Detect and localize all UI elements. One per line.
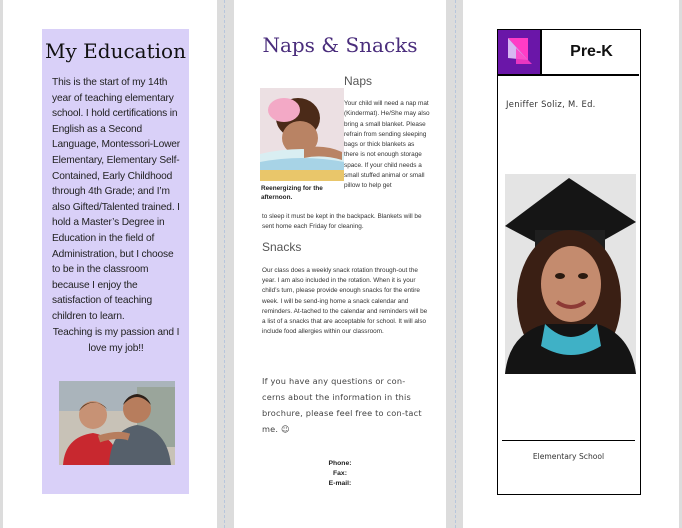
contact-info — [234, 459, 446, 489]
photo-caption: Reenergizing for the afternoon. — [261, 185, 323, 201]
snacks-heading: Snacks — [262, 240, 302, 254]
naps-text: Your child will need a nap mat (Kindermat). He/She may also bring a small blanket. Please refrain from sending sleeping bags or thick blankets as there is not enough storage space. If your child needs a small stuffed animal or small pillow to help get — [344, 100, 430, 190]
left-panel — [3, 0, 217, 528]
naps-snacks-title: Naps & Snacks — [262, 33, 418, 57]
naps-heading: Naps — [344, 74, 373, 88]
guide-line — [224, 0, 225, 528]
kids-photo — [59, 381, 175, 465]
passion-statement: Teaching is my passion and I love my job!! — [52, 327, 180, 354]
teacher-graduation-photo — [505, 174, 636, 374]
guide-line — [455, 0, 456, 528]
snacks-text: Our class does a weekly snack rotation through-out the year. I am also included in the rotation. When it is your child’s turn, please provide enough snacks for the entire week. I will be send-ing home a snack calendar and reminders. At-tached to the calendar and reminders will be a list of a snacks that are acceptable for school. It will also include food allergies within our classroom. — [262, 267, 428, 336]
school-label: Elementary School — [532, 452, 605, 461]
logo-icon — [498, 30, 542, 74]
header-bar — [498, 30, 639, 76]
questions-note: If you have any questions or con-cerns about the information in this brochure, please feel free to con-tact me. ☺ — [262, 376, 422, 434]
teacher-name: Jeniffer Soliz, M. Ed. — [506, 99, 596, 109]
right-panel — [463, 0, 679, 528]
phone-label: Phone: — [328, 460, 352, 467]
sleeping-girl-photo — [260, 88, 344, 181]
education-title: My Education — [45, 39, 186, 63]
education-body: This is the start of my 14th year of teaching elementary school. I hold certifications in English as a Second Language, Montessori-Lower Elementary, Elementary Self-Contained, Early Childhood through 4th Grade; and I’m also Gifted/Talented trained. I hold a Master’s Degree in Education in the field of Administration, but I choose to be in the classroom because I enjoy the satisfaction of teaching children to learn. — [52, 77, 181, 322]
grade-label: Pre-K — [570, 43, 613, 60]
divider-line — [502, 440, 635, 441]
fax-label: Fax: — [333, 470, 347, 477]
education-box — [42, 29, 189, 494]
email-label: E-mail: — [328, 480, 352, 487]
cover-frame — [497, 29, 641, 495]
middle-panel — [234, 0, 446, 528]
naps-text-continued: to sleep it must be kept in the backpack. Blankets will be sent home each Friday for cleaning. — [262, 213, 422, 231]
